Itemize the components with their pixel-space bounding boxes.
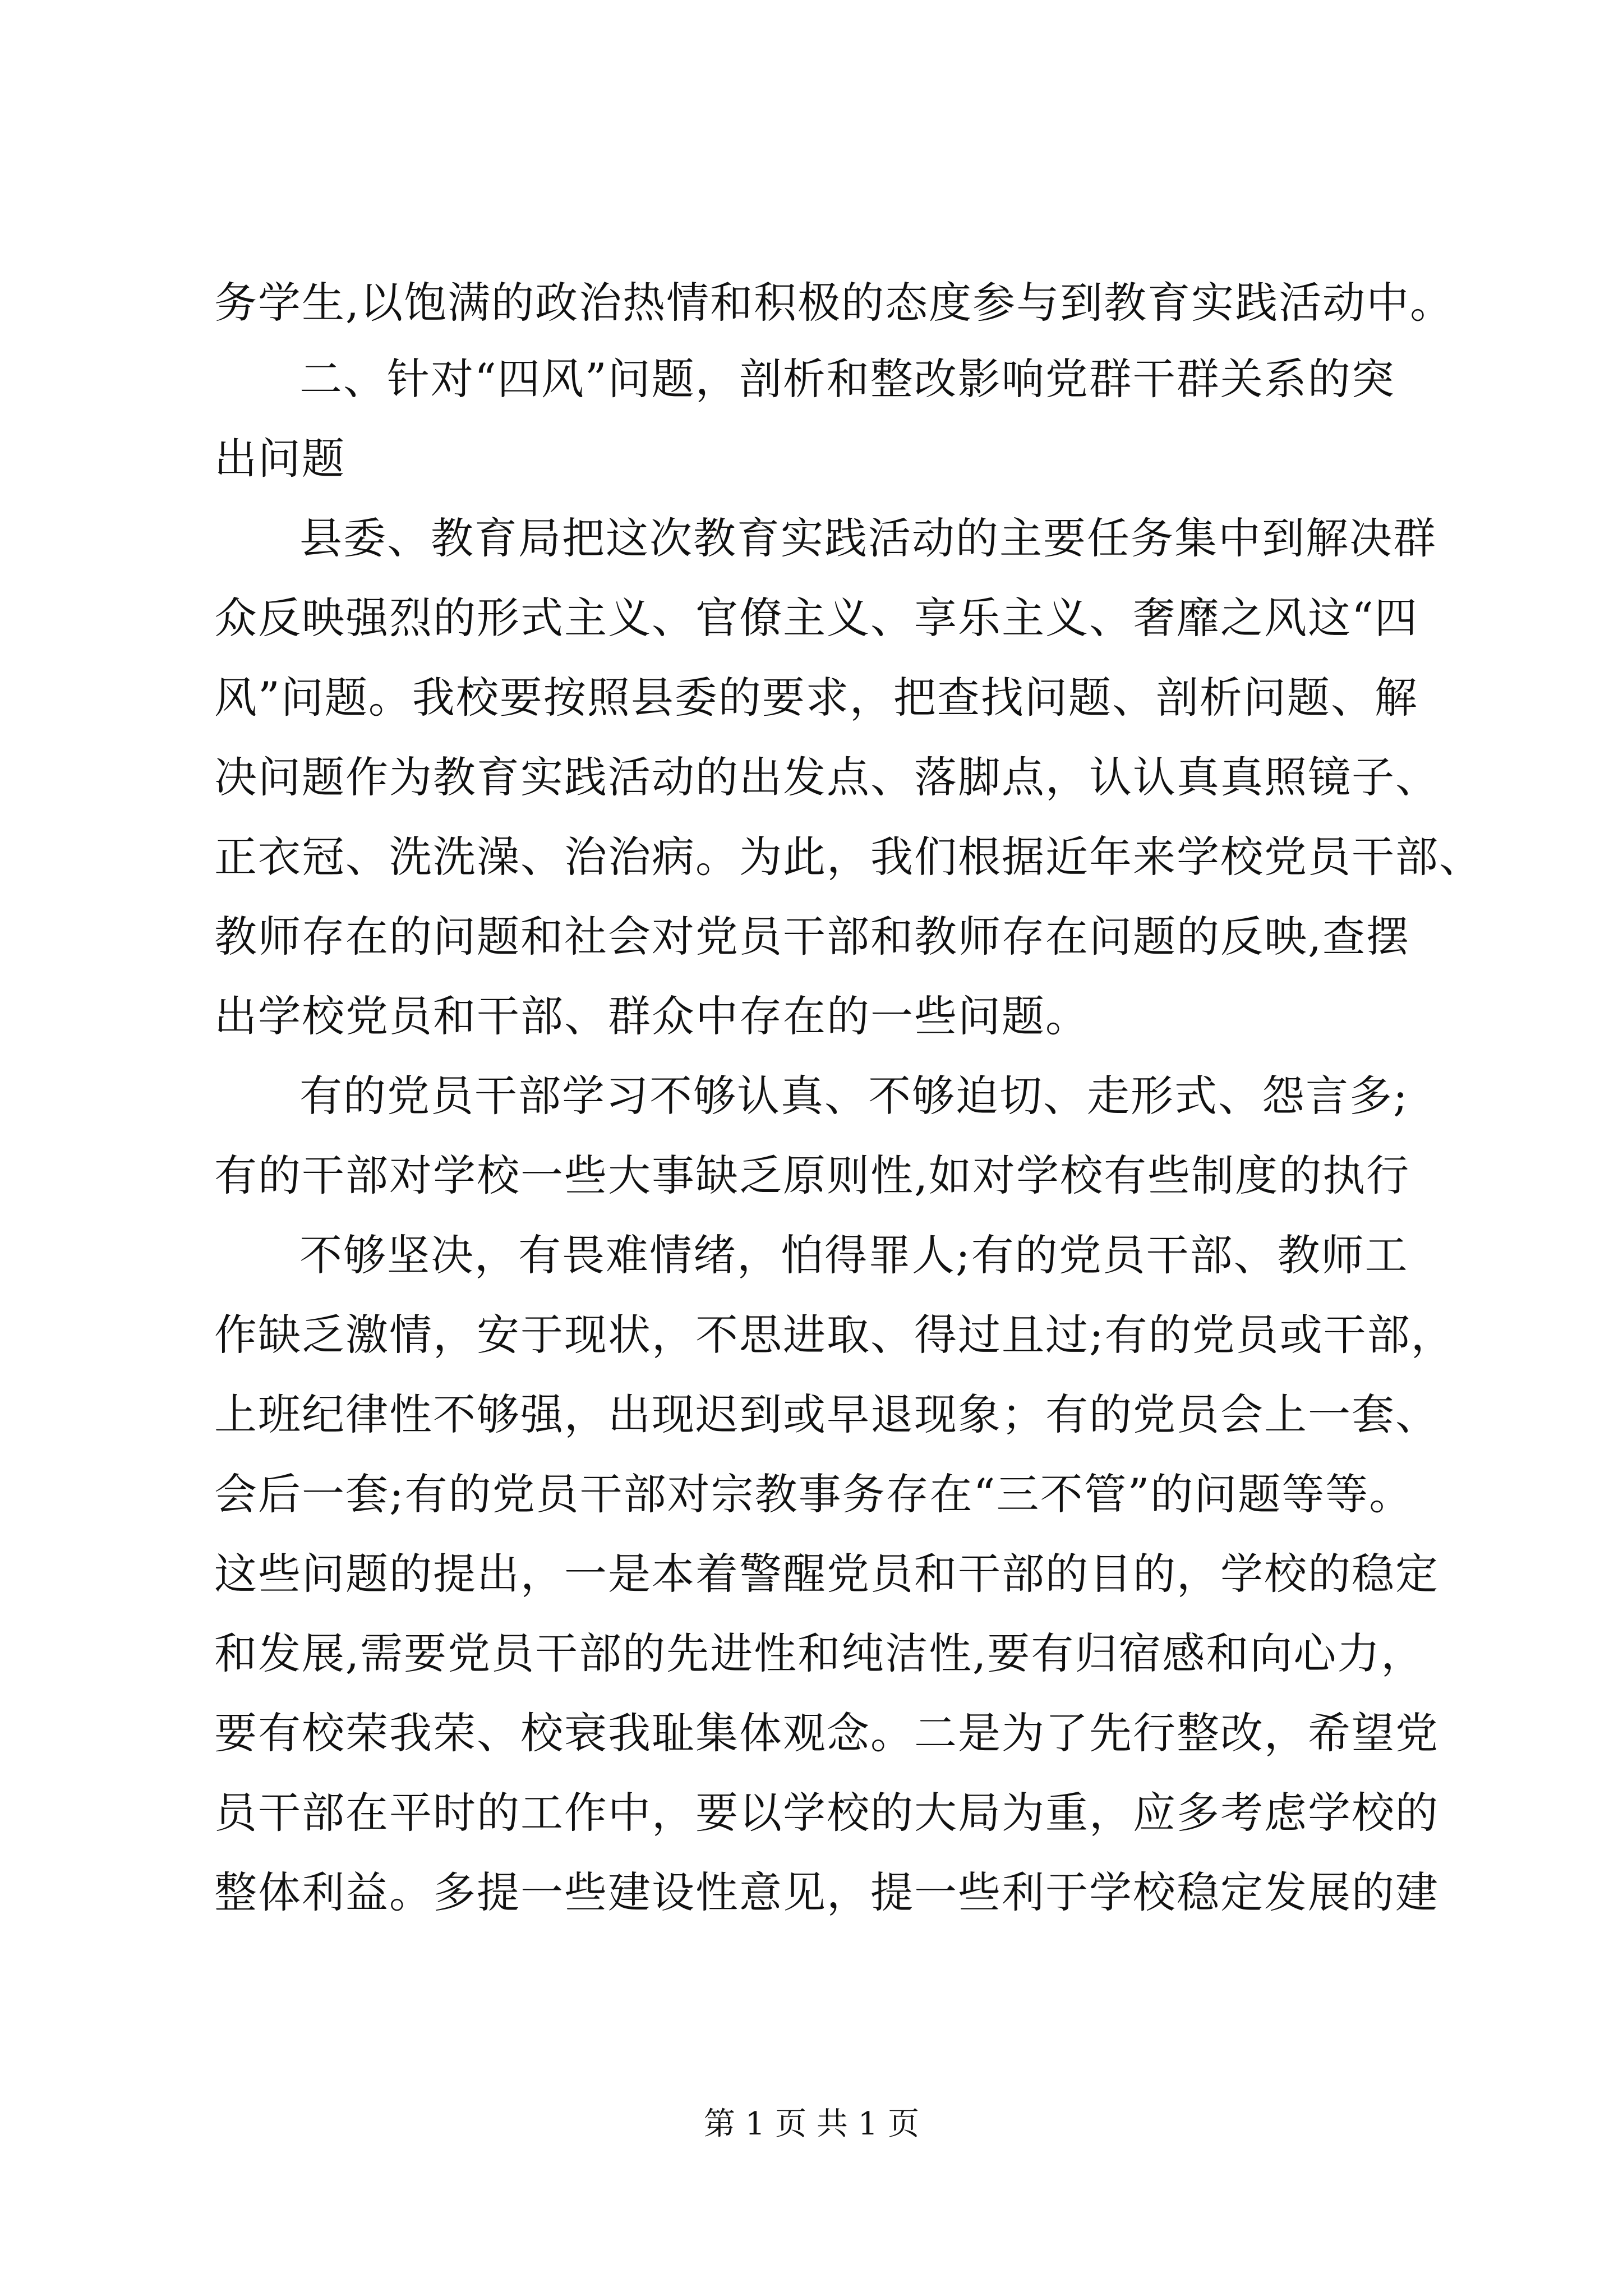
text-line: 整体利益。多提一些建设性意见，提一些利于学校稳定发展的建	[214, 1867, 1439, 1917]
page-number-footer: 第 1 页 共 1 页	[703, 2106, 920, 2142]
section-heading-line: 出问题	[214, 434, 345, 484]
text-line: 作缺乏激情，安于现状，不思进取、得过且过;有的党员或干部，	[214, 1310, 1455, 1360]
text-line: 员干部在平时的工作中，要以学校的大局为重，应多考虑学校的	[214, 1788, 1439, 1838]
text-line: 正衣冠、洗洗澡、治治病。为此，我们根据近年来学校党员干部、	[214, 832, 1483, 882]
text-line: 县委、教育局把这次教育实践活动的主要任务集中到解决群	[299, 513, 1437, 563]
text-line: 有的干部对学校一些大事缺乏原则性,如对学校有些制度的执行	[214, 1151, 1410, 1200]
text-line: 风”问题。我校要按照县委的要求，把查找问题、剖析问题、解	[214, 673, 1418, 723]
text-line: 上班纪律性不够强，出现迟到或早退现象；有的党员会上一套、	[214, 1389, 1439, 1439]
text-line: 要有校荣我荣、校衰我耻集体观念。二是为了先行整改，希望党	[214, 1708, 1439, 1758]
section-heading-line: 二、针对“四风”问题，剖析和整改影响党群干群关系的突	[299, 354, 1395, 404]
text-line: 有的党员干部学习不够认真、不够迫切、走形式、怨言多;	[299, 1071, 1409, 1121]
text-line: 众反映强烈的形式主义、官僚主义、享乐主义、奢靡之风这“四	[214, 593, 1418, 643]
text-line: 和发展,需要党员干部的先进性和纯洁性,要有归宿感和向心力，	[214, 1628, 1425, 1678]
text-line: 决问题作为教育实践活动的出发点、落脚点，认认真真照镜子、	[214, 752, 1439, 802]
text-line: 出学校党员和干部、群众中存在的一些问题。	[214, 991, 1089, 1041]
text-line: 会后一套;有的党员干部对宗教事务存在“三不管”的问题等等。	[214, 1469, 1413, 1519]
text-line: 教师存在的问题和社会对党员干部和教师存在问题的反映,查摆	[214, 912, 1410, 961]
text-line: 务学生,以饱满的政治热情和积极的态度参与到教育实践活动中。	[214, 278, 1454, 328]
text-line: 不够坚决，有畏难情绪，怕得罪人;有的党员干部、教师工	[299, 1230, 1409, 1280]
text-line: 这些问题的提出，一是本着警醒党员和干部的目的，学校的稳定	[214, 1549, 1439, 1599]
